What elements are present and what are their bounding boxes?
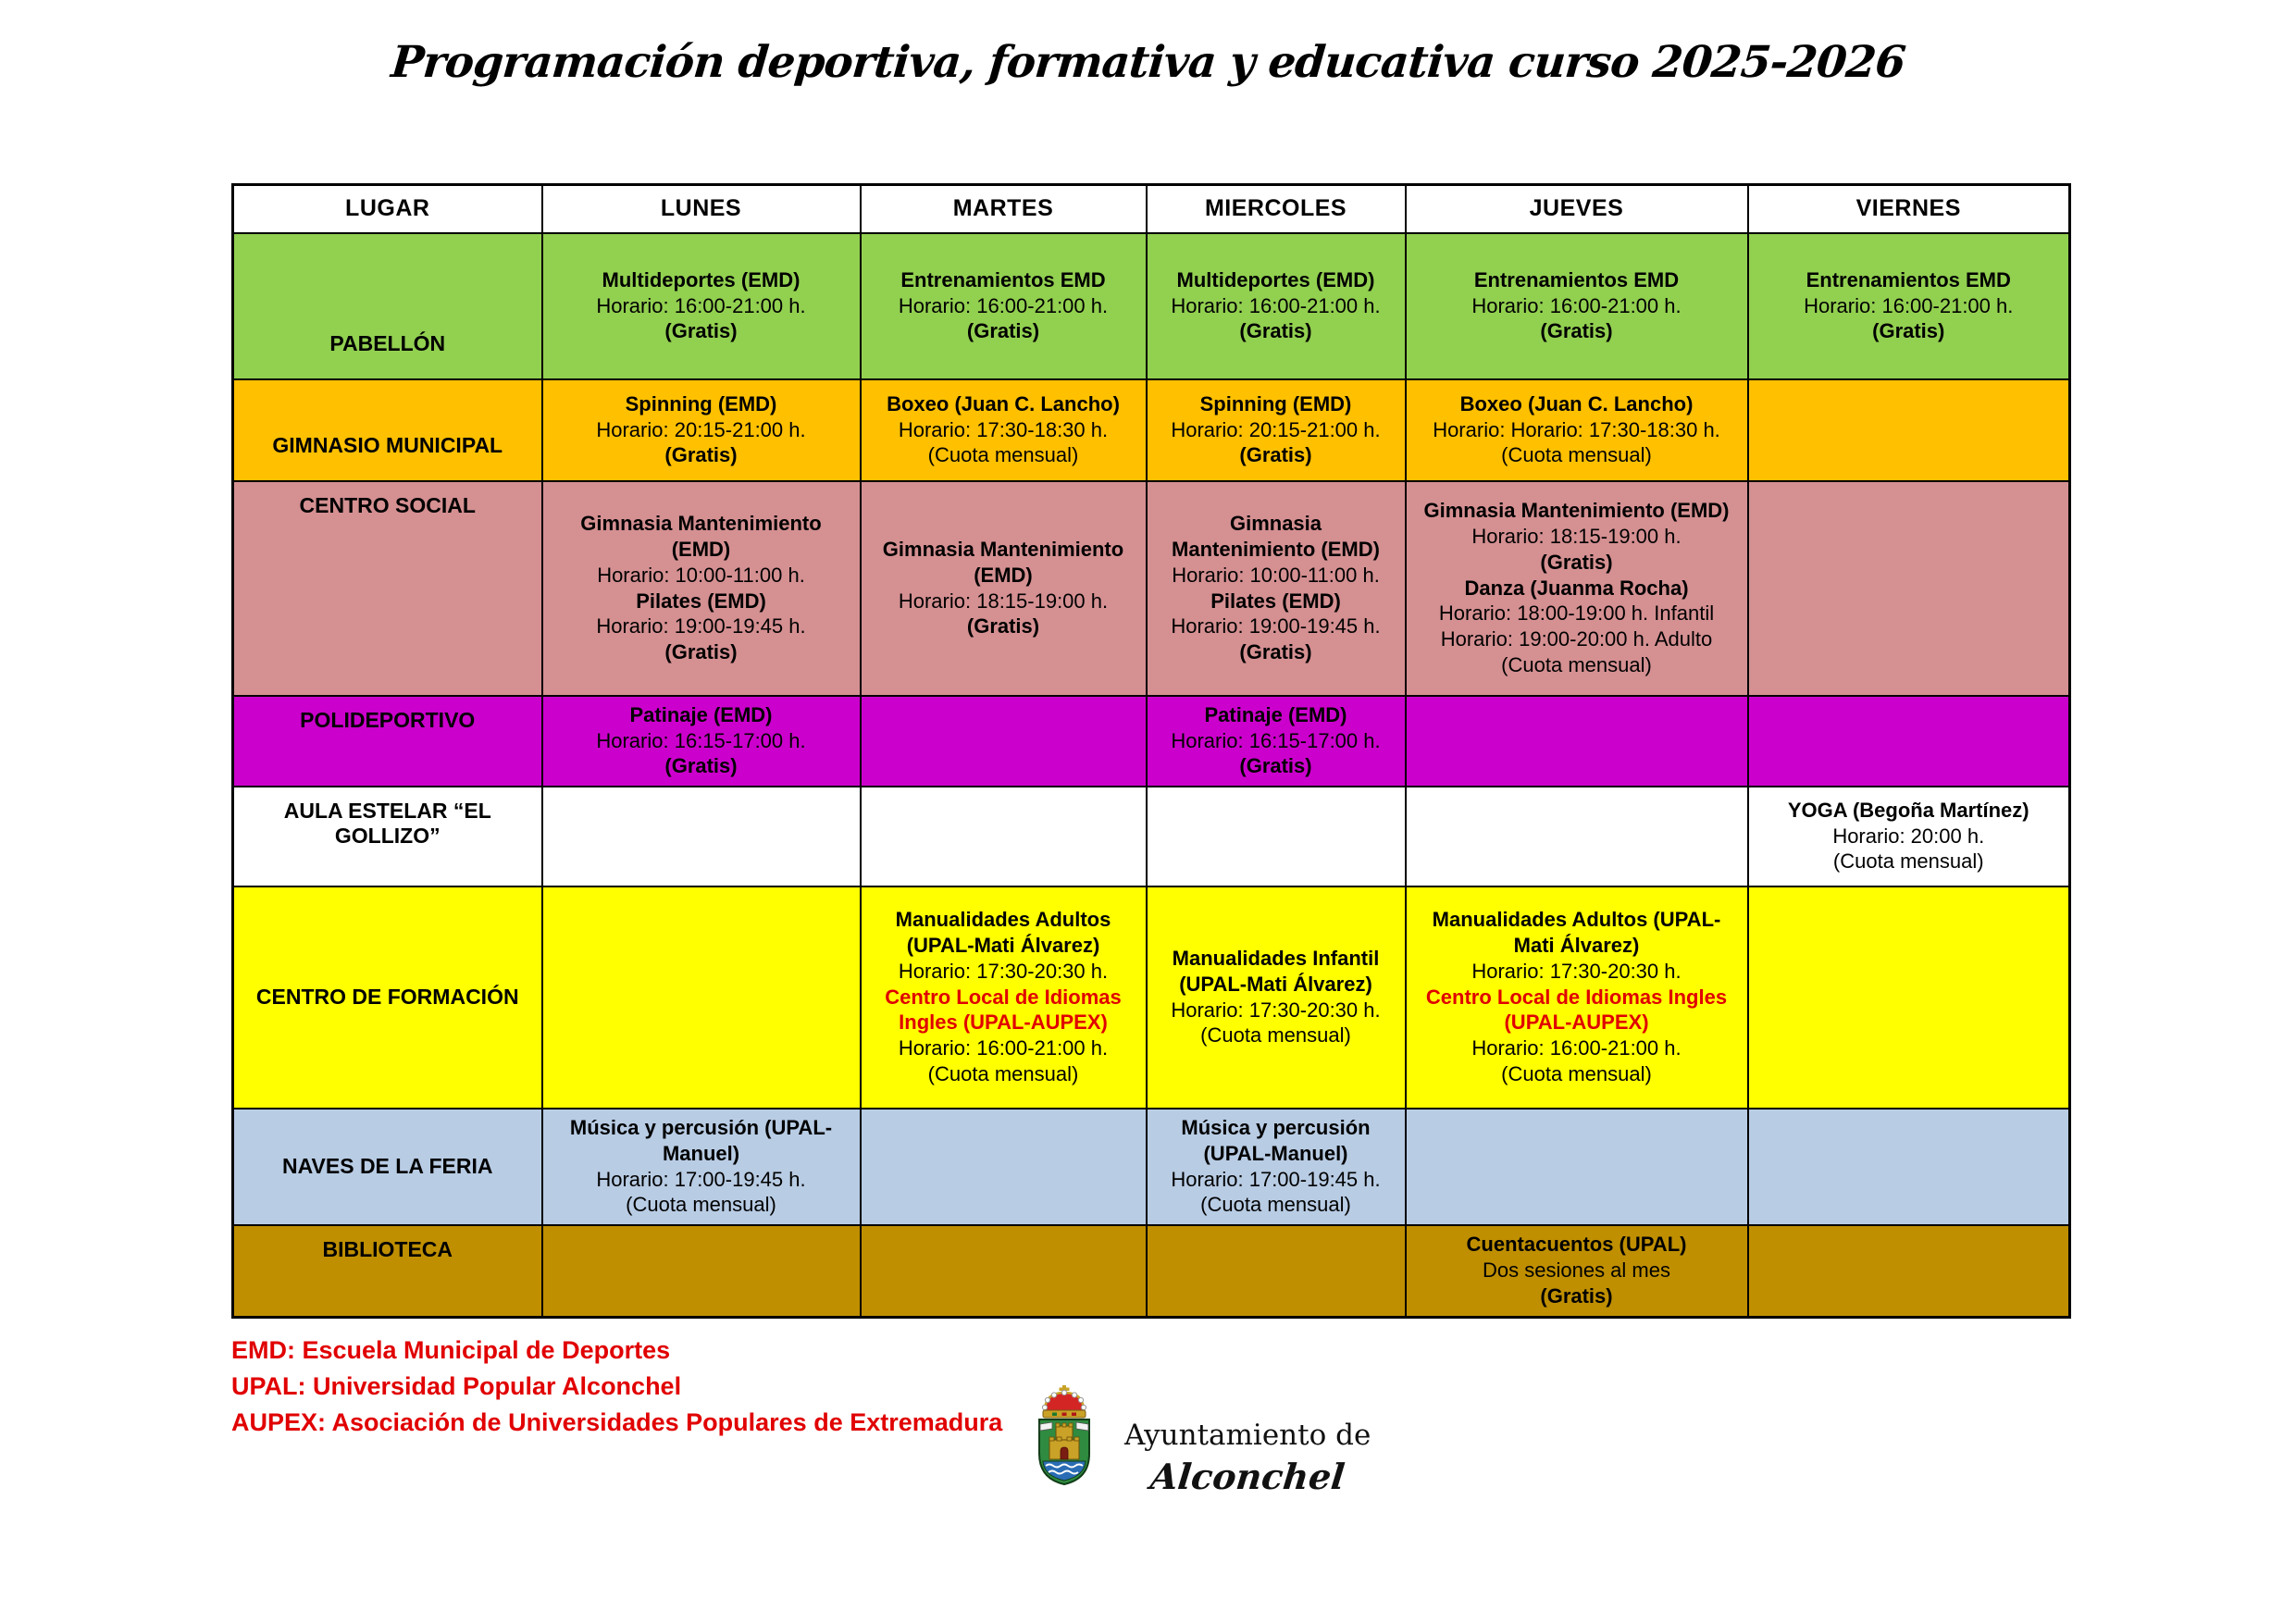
schedule-cell — [542, 1225, 861, 1318]
schedule-cell — [1406, 233, 1748, 379]
activity-line: Horario: 18:15-19:00 h. — [1471, 524, 1682, 548]
activity-line: Dos sesiones al mes — [1483, 1258, 1670, 1283]
activity-line: Gimnasia Mantenimiento (EMD) — [1172, 511, 1380, 561]
activity-line: Horario: 20:15-21:00 h. — [1171, 417, 1381, 441]
lugar-cell: NAVES DE LA FERIA — [233, 1109, 542, 1225]
activity-line: Cuentacuentos (UPAL) — [1466, 1233, 1687, 1257]
schedule-cell — [1147, 379, 1406, 481]
activity-line: Horario: 10:00-11:00 h. — [1172, 563, 1380, 587]
activity-line: Horario: 16:00-21:00 h. — [898, 293, 1109, 317]
activity-line: (Gratis) — [1540, 319, 1613, 343]
schedule-cell — [542, 787, 861, 886]
col-header-martes: MARTES — [861, 185, 1147, 233]
schedule-table — [231, 183, 2071, 1319]
activity-line: Gimnasia Mantenimiento (EMD) — [580, 511, 822, 561]
activity-line: Horario: 16:00-21:00 h. — [1804, 293, 2014, 317]
activity-line: (Cuota mensual) — [626, 1193, 776, 1217]
activity-line: Horario: 19:00-19:45 h. — [596, 614, 806, 638]
activity-line: Boxeo (Juan C. Lancho) — [1459, 391, 1694, 415]
col-header-miercoles: MIERCOLES — [1147, 185, 1406, 233]
table-row — [233, 481, 2070, 696]
activity-line: Horario: 16:00-21:00 h. — [1471, 293, 1682, 317]
table-row — [233, 787, 2070, 886]
page-title: Programación deportiva, formativa y educativa curso 2025-2026 — [389, 37, 1907, 88]
activity-line: Horario: 17:30-20:30 h. — [1171, 998, 1381, 1022]
activity-line: (Cuota mensual) — [1200, 1193, 1351, 1217]
schedule-cell — [861, 1225, 1147, 1318]
logo-text — [1124, 1383, 1371, 1497]
schedule-cell — [1748, 379, 2070, 481]
activity-line: Danza (Juanma Rocha) — [1464, 576, 1689, 600]
activity-line: Horario: 17:30-20:30 h. — [898, 959, 1109, 983]
activity-line: Gimnasia Mantenimiento (EMD) — [1423, 498, 1730, 522]
activity-line: Manualidades Adultos (UPAL-Mati Álvarez) — [895, 907, 1111, 957]
activity-line: Horario: 16:15-17:00 h. — [596, 728, 806, 752]
activity-line: (Gratis) — [1239, 754, 1312, 778]
activity-line: (Cuota mensual) — [927, 443, 1079, 467]
activity-line: Centro Local de Idiomas Ingles (UPAL-AUPEX) — [885, 985, 1122, 1035]
activity-line: Horario: 18:15-19:00 h. — [898, 589, 1109, 613]
schedule-cell — [861, 886, 1147, 1109]
activity-line: (Cuota mensual) — [1501, 1062, 1652, 1086]
activity-line: Multideportes (EMD) — [1176, 267, 1375, 291]
activity-line: (Cuota mensual) — [1501, 653, 1652, 677]
activity-line: Entrenamientos EMD — [1473, 267, 1680, 291]
schedule-cell — [1147, 1109, 1406, 1225]
legend-line-upal: UPAL: Universidad Popular Alconchel — [231, 1372, 682, 1400]
activity-line: (Gratis) — [664, 443, 738, 467]
activity-line: Horario: 16:00-21:00 h. — [596, 293, 806, 317]
activity-line: (Cuota mensual) — [927, 1062, 1079, 1086]
activity-line: Spinning (EMD) — [1199, 391, 1352, 415]
activity-line: Manualidades Infantil (UPAL-Mati Álvarez) — [1172, 946, 1380, 996]
schedule-cell — [1147, 481, 1406, 696]
activity-line: (Gratis) — [664, 319, 738, 343]
activity-line: Pilates (EMD) — [1210, 589, 1341, 613]
activity-line: (Gratis) — [1239, 319, 1312, 343]
table-row — [233, 233, 2070, 379]
activity-line: Horario: 16:00-21:00 h. — [1171, 293, 1381, 317]
schedule-cell — [542, 1109, 861, 1225]
schedule-cell — [1748, 1225, 2070, 1318]
schedule-cell — [1748, 1109, 2070, 1225]
activity-line: Manualidades Adultos (UPAL-Mati Álvarez) — [1432, 907, 1721, 957]
activity-line: Boxeo (Juan C. Lancho) — [887, 391, 1120, 415]
schedule-cell — [861, 1109, 1147, 1225]
lugar-cell: CENTRO DE FORMACIÓN — [233, 886, 542, 1109]
schedule-cell — [1406, 379, 1748, 481]
activity-line: Horario: Horario: 17:30-18:30 h. — [1433, 417, 1720, 441]
activity-line: Música y percusión (UPAL-Manuel) — [569, 1115, 833, 1165]
schedule-cell — [1406, 886, 1748, 1109]
activity-line: YOGA (Begoña Martínez) — [1787, 798, 2029, 822]
lugar-cell: POLIDEPORTIVO — [233, 696, 542, 787]
schedule-cell — [1147, 696, 1406, 787]
lugar-cell: BIBLIOTECA — [233, 1225, 542, 1318]
legend-line-emd: EMD: Escuela Municipal de Deportes — [231, 1336, 671, 1364]
activity-line: Pilates (EMD) — [636, 589, 766, 613]
activity-line: (Gratis) — [1239, 443, 1312, 467]
activity-line: Patinaje (EMD) — [1204, 702, 1347, 726]
activity-line: Horario: 17:30-18:30 h. — [898, 417, 1109, 441]
activity-line: Horario: 17:00-19:45 h. — [596, 1167, 806, 1191]
schedule-cell — [1748, 696, 2070, 787]
activity-line: (Gratis) — [1239, 640, 1312, 664]
schedule-cell — [542, 886, 861, 1109]
schedule-cell — [542, 481, 861, 696]
table-row — [233, 1109, 2070, 1225]
activity-line: Horario: 16:00-21:00 h. — [898, 1036, 1109, 1060]
activity-line: (Cuota mensual) — [1200, 1023, 1351, 1048]
schedule-cell — [542, 379, 861, 481]
legend-line-aupex: AUPEX: Asociación de Universidades Populares de Extremadura — [231, 1408, 1003, 1436]
schedule-cell — [1406, 481, 1748, 696]
activity-line: (Gratis) — [1540, 1284, 1613, 1308]
schedule-cell — [1406, 787, 1748, 886]
activity-line: Horario: 19:00-19:45 h. — [1171, 614, 1381, 638]
lugar-cell: AULA ESTELAR “EL GOLLIZO” — [233, 787, 542, 886]
activity-line: Gimnasia Mantenimiento (EMD) — [882, 537, 1124, 587]
schedule-cell — [1748, 233, 2070, 379]
activity-line: Centro Local de Idiomas Ingles (UPAL-AUPEX) — [1425, 985, 1728, 1035]
schedule-cell — [542, 233, 861, 379]
activity-line: Multideportes (EMD) — [602, 267, 800, 291]
table-row — [233, 696, 2070, 787]
logo-municipality-name: Alconchel — [1148, 1456, 1347, 1497]
activity-line: Patinaje (EMD) — [629, 702, 773, 726]
table-row — [233, 886, 2070, 1109]
activity-line: (Gratis) — [1540, 550, 1613, 574]
schedule-cell — [1748, 787, 2070, 886]
schedule-cell — [1147, 233, 1406, 379]
lugar-cell: CENTRO SOCIAL — [233, 481, 542, 696]
schedule-cell — [1748, 481, 2070, 696]
schedule-cell — [861, 696, 1147, 787]
lugar-cell: PABELLÓN — [233, 233, 542, 379]
activity-line: Horario: 10:00-11:00 h. — [597, 563, 805, 587]
schedule-cell — [1406, 1109, 1748, 1225]
schedule-cell — [861, 233, 1147, 379]
lugar-cell: GIMNASIO MUNICIPAL — [233, 379, 542, 481]
activity-line: (Gratis) — [664, 754, 738, 778]
schedule-cell — [861, 481, 1147, 696]
table-row — [233, 379, 2070, 481]
schedule-cell — [1406, 1225, 1748, 1318]
activity-line: (Gratis) — [1872, 319, 1945, 343]
activity-line: Horario: 16:15-17:00 h. — [1171, 728, 1381, 752]
activity-line: Horario: 18:00-19:00 h. Infantil — [1438, 601, 1715, 626]
activity-line: (Cuota mensual) — [1501, 443, 1652, 467]
activity-line: Horario: 17:30-20:30 h. — [1471, 959, 1682, 983]
activity-line: Spinning (EMD) — [625, 391, 777, 415]
logo-org-name: Ayuntamiento de — [1124, 1419, 1371, 1452]
col-header-lugar: LUGAR — [233, 185, 542, 233]
activity-line: (Gratis) — [966, 614, 1040, 638]
schedule-cell — [1147, 1225, 1406, 1318]
municipality-logo — [1032, 1383, 1371, 1497]
activity-line: Horario: 19:00-20:00 h. Adulto — [1440, 627, 1713, 651]
schedule-body — [233, 233, 2070, 1318]
schedule-cell — [1147, 787, 1406, 886]
schedule-cell — [542, 696, 861, 787]
col-header-jueves: JUEVES — [1406, 185, 1748, 233]
activity-line: Horario: 16:00-21:00 h. — [1471, 1036, 1682, 1060]
schedule-cell — [861, 379, 1147, 481]
activity-line: Entrenamientos EMD — [1806, 267, 2011, 291]
schedule-cell — [1748, 886, 2070, 1109]
col-header-viernes: VIERNES — [1748, 185, 2070, 233]
table-row — [233, 1225, 2070, 1318]
activity-line: (Cuota mensual) — [1832, 849, 1984, 874]
col-header-lunes: LUNES — [542, 185, 861, 233]
activity-line: Entrenamientos EMD — [900, 267, 1106, 291]
alconchel-coat-of-arms-icon — [1032, 1383, 1097, 1487]
activity-line: (Gratis) — [664, 640, 738, 664]
activity-line: Horario: 20:15-21:00 h. — [596, 417, 806, 441]
activity-line: Música y percusión (UPAL-Manuel) — [1181, 1115, 1371, 1165]
activity-line: Horario: 20:00 h. — [1832, 824, 1985, 848]
schedule-cell — [861, 787, 1147, 886]
activity-line: (Gratis) — [966, 319, 1040, 343]
legend — [231, 1333, 1002, 1441]
schedule-cell — [1147, 886, 1406, 1109]
header-row — [233, 185, 2070, 233]
schedule-cell — [1406, 696, 1748, 787]
activity-line: Horario: 17:00-19:45 h. — [1171, 1167, 1381, 1191]
